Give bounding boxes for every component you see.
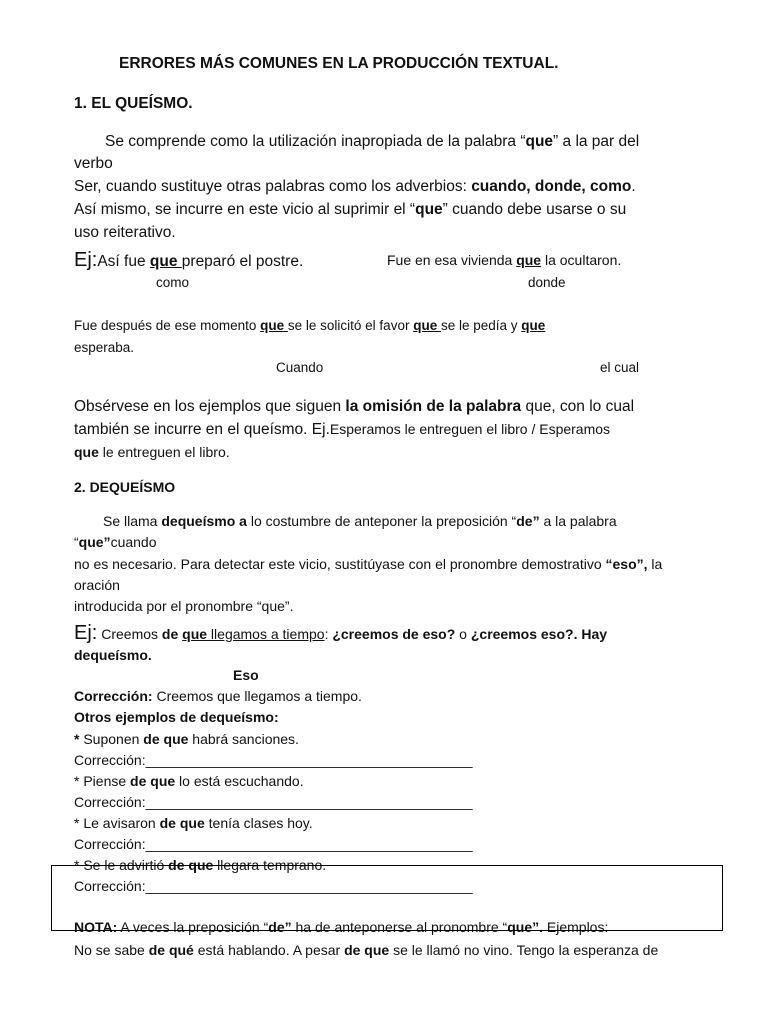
s1-omission-line-1: Obsérvese en los ejemplos que siguen la omisión de la palabra que, con lo cual [74, 398, 635, 415]
s2-paragraph-line-4: oración [74, 577, 120, 593]
s2-example-cont: dequeísmo. [74, 647, 152, 663]
s1-paragraph-line-3: Ser, cuando sustituye otras palabras como los adverbios: cuando, donde, como. [74, 178, 636, 195]
s1-paragraph-line-4: Así mismo, se incurre en este vicio al suprimir el “que” cuando debe usarse o su [74, 201, 627, 218]
s2-paragraph-line-3: no es necesario. Para detectar este vicio, sustitúyase con el pronombre demostrativo “eso”, la [74, 556, 663, 572]
s2-paragraph-line-2: “que”cuando [74, 534, 157, 550]
s1-paragraph-line-1: Se comprende como la utilización inapropiada de la palabra “que” a la par del [105, 133, 640, 150]
correction-blank: Corrección:__________________________________________ [74, 836, 473, 852]
overlay-box [51, 865, 723, 931]
section-2-heading: 2. DEQUEÍSMO [74, 479, 176, 495]
s2-paragraph-line-1: Se llama dequeísmo a lo costumbre de anteponer la preposición “de” a la palabra [103, 513, 617, 529]
list-item: * Suponen de que habrá sanciones. [74, 731, 299, 747]
note-examples: No se sabe de qué está hablando. A pesar de que se le llamó no vino. Tengo la esperanza de [74, 942, 659, 958]
correction-blank: Corrección:__________________________________________ [74, 752, 473, 768]
s1-paragraph-line-2: verbo [74, 155, 113, 172]
s1-example-2: Fue en esa vivienda que la ocultaron. [387, 252, 622, 268]
list-item: * Piense de que lo está escuchando. [74, 773, 304, 789]
s2-other-examples-heading: Otros ejemplos de dequeísmo: [74, 709, 279, 725]
s1-substitute-donde: donde [528, 275, 566, 290]
list-item: * Le avisaron de que tenía clases hoy. [74, 815, 313, 831]
s1-example-1: Ej:Así fue que preparó el postre. [74, 249, 304, 271]
s2-paragraph-line-5: introducida por el pronombre “que”. [74, 598, 294, 614]
page-title: ERRORES MÁS COMUNES EN LA PRODUCCIÓN TEXTUAL. [119, 55, 559, 72]
s2-example: Ej: Creemos de que llegamos a tiempo: ¿creemos de eso? o ¿creemos eso?. Hay [74, 622, 608, 644]
note: NOTA: A veces la preposición “de” ha de anteponerse al pronombre “que”. Ejemplos: [74, 919, 609, 935]
list-item: * Se le advirtió de que llegara temprano. [74, 857, 327, 873]
s1-substitute-como: como [156, 275, 190, 290]
s2-substitute-eso: Eso [233, 667, 259, 683]
s1-substitute-el-cual: el cual [600, 360, 640, 375]
s1-paragraph-line-5: uso reiterativo. [74, 224, 176, 241]
section-1-heading: 1. EL QUEÍSMO. [74, 95, 193, 112]
correction-blank: Corrección:__________________________________________ [74, 878, 473, 894]
s1-omission-line-2: también se incurre en el queísmo. Ej.Esperamos le entreguen el libro / Esperamos [74, 421, 611, 438]
s2-correction: Corrección: Creemos que llegamos a tiempo. [74, 688, 362, 704]
s1-example-3: Fue después de ese momento que se le solicitó el favor que se le pedía y que [74, 318, 546, 333]
s1-omission-line-3: que le entreguen el libro. [74, 444, 230, 460]
s1-example-3-cont: esperaba. [74, 340, 135, 355]
s1-substitute-cuando: Cuando [276, 360, 324, 375]
correction-blank: Corrección:__________________________________________ [74, 794, 473, 810]
